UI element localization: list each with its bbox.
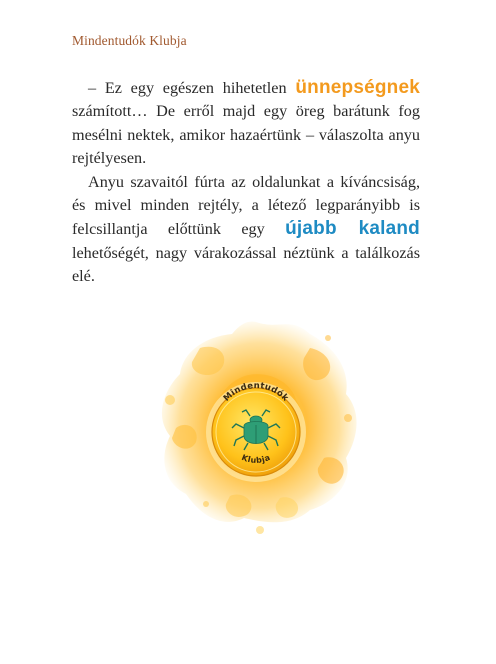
club-badge-illustration <box>140 308 372 540</box>
body-text <box>72 76 420 289</box>
paragraph-2-part-1: Anyu szavaitól fúrta az oldalunkat a kíváncsiság, és mivel minden rejtély, a létező legparányibb is felcsillantja előttünk egy <box>72 172 420 239</box>
highlight-unnepsegnek: ünnepségnek <box>295 77 420 98</box>
badge-text-bottom: Klubja <box>240 452 272 466</box>
running-title: Mindentudók Klubja <box>72 33 187 48</box>
badge-text-top: Mindentudók <box>221 380 291 404</box>
paragraph-2-part-2: lehetőségét, nagy várakozással néztünk a találkozás elé. <box>72 243 420 286</box>
paragraph-2 <box>72 171 420 289</box>
watercolor-splash <box>140 308 372 540</box>
paragraph-1-part-1: – Ez egy egészen hihetetlen <box>88 79 296 97</box>
paragraph-1 <box>72 76 420 171</box>
paragraph-1-part-2: számított… De erről majd egy öreg barátunk fog mesélni nektek, amikor hazaértünk – válaszolta anyu rejtélyesen. <box>72 102 420 168</box>
highlight-ujabb-kaland: újabb kaland <box>285 218 420 240</box>
